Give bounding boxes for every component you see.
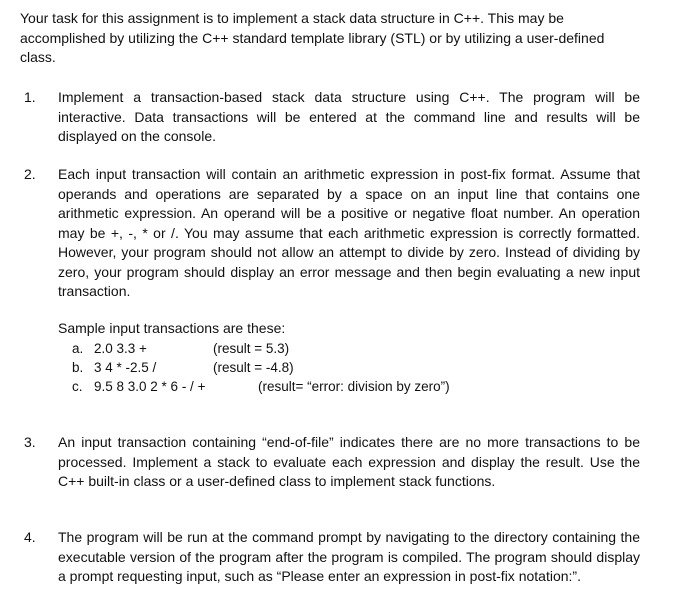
item-text: An input transaction containing “end-of-file” indicates there are no more transactions to be processed. Implement a stack to evaluate each expression and display the result. Use the C++ built-in class or a user-defined class to implement stack functions. — [58, 434, 640, 489]
item-number: 4. — [24, 529, 36, 545]
sample-transactions — [58, 319, 618, 396]
intro-paragraph: Your task for this assignment is to implement a stack data structure in C++. This may be accomplished by utilizing the C++ standard template library (STL) or by utilizing a user-defined class. — [20, 10, 605, 65]
item-text: Each input transaction will contain an arithmetic expression in post-fix format. Assume that operands and operations are separated by a space on an input line that contains one arithmetic expression. An operand will be a positive or negative float number. An operation may be +, -, * or /. You may assume that each arithmetic expression is correctly formatted. However, your program should not allow an attempt to divide by zero. Instead of dividing by zero, your program should display an error message and then begin evaluating a new input transaction. — [58, 166, 640, 299]
sample-result: (result = 5.3) — [213, 340, 290, 356]
item-text: Implement a transaction-based stack data structure using C++. The program will be interactive. Data transactions will be entered at the command line and results will be displayed on the console. — [58, 89, 640, 144]
list-item-3 — [20, 433, 650, 492]
list-item-2 — [20, 165, 650, 302]
item-number: 2. — [24, 166, 36, 182]
list-item-1 — [20, 88, 650, 147]
sample-row-b — [58, 358, 618, 377]
sample-result: (result= “error: division by zero”) — [258, 378, 450, 394]
sample-letter: b. — [72, 359, 84, 375]
list-item-4 — [20, 528, 650, 587]
item-number: 3. — [24, 434, 36, 450]
sample-result: (result = -4.8) — [213, 359, 294, 375]
sample-expression: 9.5 8 3.0 2 * 6 - / + — [94, 378, 206, 394]
sample-expression: 3 4 * -2.5 / — [94, 359, 157, 375]
sample-row-a — [58, 339, 618, 358]
sample-row-c — [58, 377, 618, 396]
item-text: The program will be run at the command prompt by navigating to the directory containing the executable version of the program after the program is compiled. The program should display a prompt requesting input, such as “Please enter an expression in post-fix notation:”. — [58, 529, 640, 584]
item-number: 1. — [24, 89, 36, 105]
sample-letter: c. — [72, 378, 83, 394]
samples-heading: Sample input transactions are these: — [58, 320, 286, 336]
sample-letter: a. — [72, 340, 84, 356]
sample-expression: 2.0 3.3 + — [94, 340, 147, 356]
